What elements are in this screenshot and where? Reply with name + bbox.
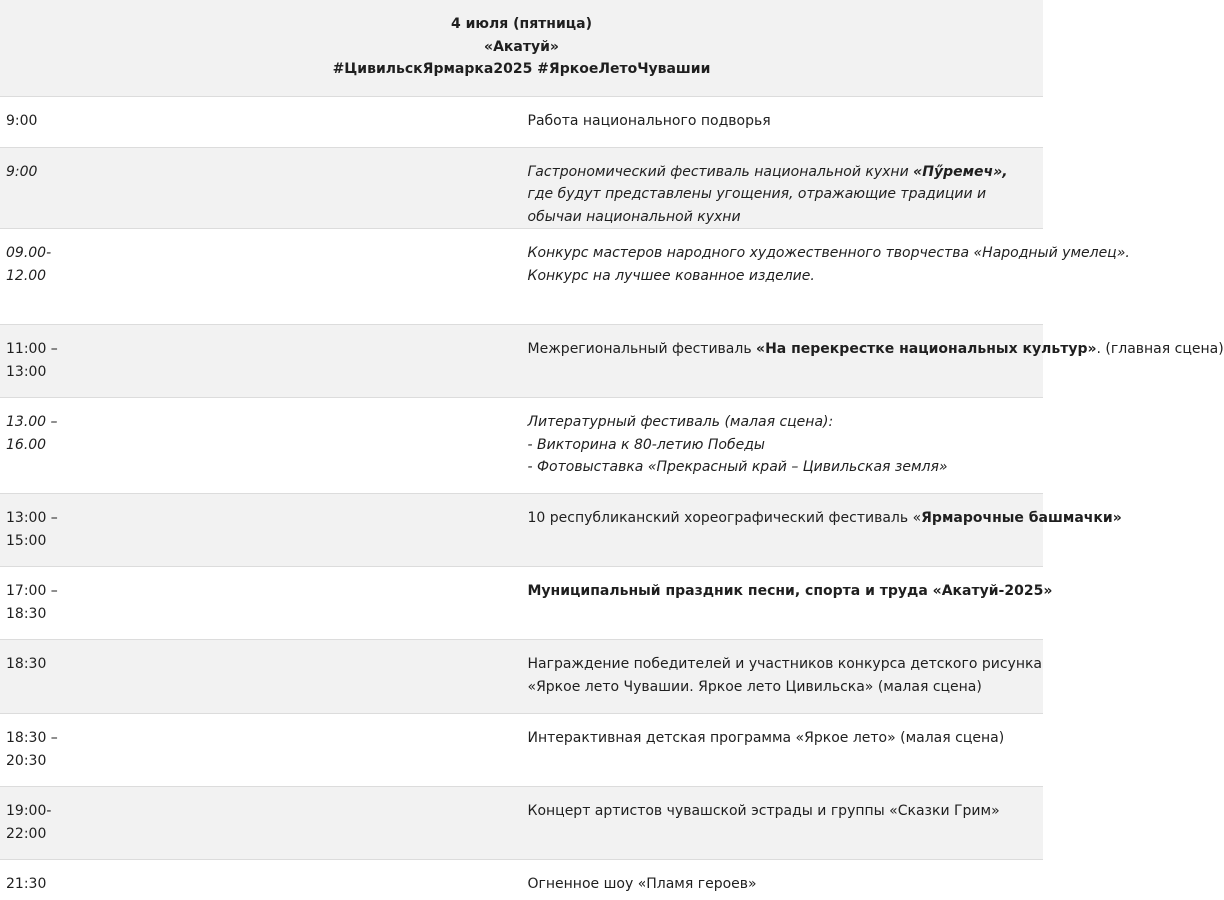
description-line: Работа национального подворья xyxy=(527,112,771,129)
row-description xyxy=(522,96,1044,147)
row-time xyxy=(0,229,522,325)
description-line: Конкурс на лучшее кованное изделие. xyxy=(527,267,815,284)
schedule-row xyxy=(0,96,1043,147)
time-line: 17:00 – xyxy=(6,583,58,599)
time-line: 20:30 xyxy=(6,752,47,769)
description-text: Гастрономический фестиваль национальной кухни xyxy=(527,163,914,180)
schedule-row xyxy=(0,567,1043,640)
schedule-header-cell xyxy=(0,0,1043,96)
description-line: - Викторина к 80-летию Победы xyxy=(527,436,765,453)
row-time xyxy=(0,494,522,567)
row-description xyxy=(522,714,1044,787)
description-text: 10 республиканский хореографический фестиваль « xyxy=(527,510,922,526)
row-time xyxy=(0,787,522,860)
description-text: . (главная сцена) xyxy=(1096,341,1224,357)
schedule-row xyxy=(0,325,1043,398)
time-line: 9:00 xyxy=(6,163,38,180)
time-line: 11:00 – xyxy=(6,341,58,357)
row-time xyxy=(0,860,522,900)
time-line: 21:30 xyxy=(6,876,47,892)
row-time xyxy=(0,96,522,147)
row-time xyxy=(0,567,522,640)
row-description xyxy=(522,229,1130,325)
time-line: 16.00 xyxy=(6,436,47,453)
description-line: Конкурс мастеров народного художественного творчества «Народный умелец». xyxy=(527,245,1130,261)
row-description xyxy=(522,398,1044,494)
time-line: 13.00 – xyxy=(6,414,58,430)
description-line: Концерт артистов чувашской эстрады и группы «Сказки Грим» xyxy=(527,803,1000,819)
schedule-header xyxy=(0,0,1043,96)
description-highlight: «На перекрестке национальных культур» xyxy=(756,341,1097,357)
schedule-row xyxy=(0,860,1043,900)
row-time xyxy=(0,147,522,229)
description-paragraph xyxy=(528,161,1036,229)
schedule-row xyxy=(0,640,1043,714)
time-line: 13:00 – xyxy=(6,510,58,526)
row-description xyxy=(522,147,1044,229)
row-description xyxy=(522,860,1044,900)
time-line: 12.00 xyxy=(6,267,47,284)
row-time xyxy=(0,398,522,494)
description-line: «Яркое лето Чувашии. Яркое лето Цивильска» (малая сцена) xyxy=(527,678,982,695)
row-description xyxy=(522,325,1224,398)
description-line: Литературный фестиваль (малая сцена): xyxy=(527,414,834,430)
row-time xyxy=(0,640,522,714)
row-description xyxy=(522,567,1053,640)
row-description xyxy=(522,640,1044,714)
schedule-row xyxy=(0,398,1043,494)
time-line: 15:00 xyxy=(6,532,47,549)
schedule-row xyxy=(0,494,1043,567)
time-line: 13:00 xyxy=(6,363,47,380)
description-text: Межрегиональный фестиваль xyxy=(527,341,757,357)
time-line: 18:30 xyxy=(6,605,47,622)
schedule-row xyxy=(0,229,1043,325)
description-line: Огненное шоу «Пламя героев» xyxy=(527,876,757,892)
row-description xyxy=(522,787,1044,860)
time-line: 18:30 – xyxy=(6,730,58,746)
description-highlight: Муниципальный праздник песни, спорта и труда «Акатуй-2025» xyxy=(527,583,1053,599)
time-line: 9:00 xyxy=(6,112,38,129)
schedule-row xyxy=(0,714,1043,787)
time-line: 09.00- xyxy=(6,245,52,261)
row-time xyxy=(0,325,522,398)
time-line: 22:00 xyxy=(6,825,47,842)
description-line: Награждение победителей и участников конкурса детского рисунка xyxy=(527,656,1043,672)
schedule-row xyxy=(0,787,1043,860)
row-time xyxy=(0,714,522,787)
description-line: Интерактивная детская программа «Яркое лето» (малая сцена) xyxy=(527,730,1005,746)
row-description xyxy=(522,494,1122,567)
description-highlight: «Пӳремеч», xyxy=(913,163,1008,180)
header-hashtags: #ЦивильскЯрмарка2025 #ЯркоеЛетоЧувашии xyxy=(332,61,711,77)
time-line: 19:00- xyxy=(6,803,52,819)
description-line xyxy=(527,338,1224,361)
header-date: 4 июля (пятница) xyxy=(450,16,593,32)
description-text: где будут представлены угощения, отражающие традиции и обычаи национальной кухни xyxy=(527,186,987,225)
header-title: «Акатуй» xyxy=(484,38,559,55)
schedule-row xyxy=(0,147,1043,229)
time-line: 18:30 xyxy=(6,656,47,672)
description-line xyxy=(527,580,1053,603)
description-line xyxy=(527,507,1122,530)
description-highlight: Ярмарочные башмачки» xyxy=(921,510,1122,526)
description-line: - Фотовыставка «Прекрасный край – Цивильская земля» xyxy=(527,459,948,475)
